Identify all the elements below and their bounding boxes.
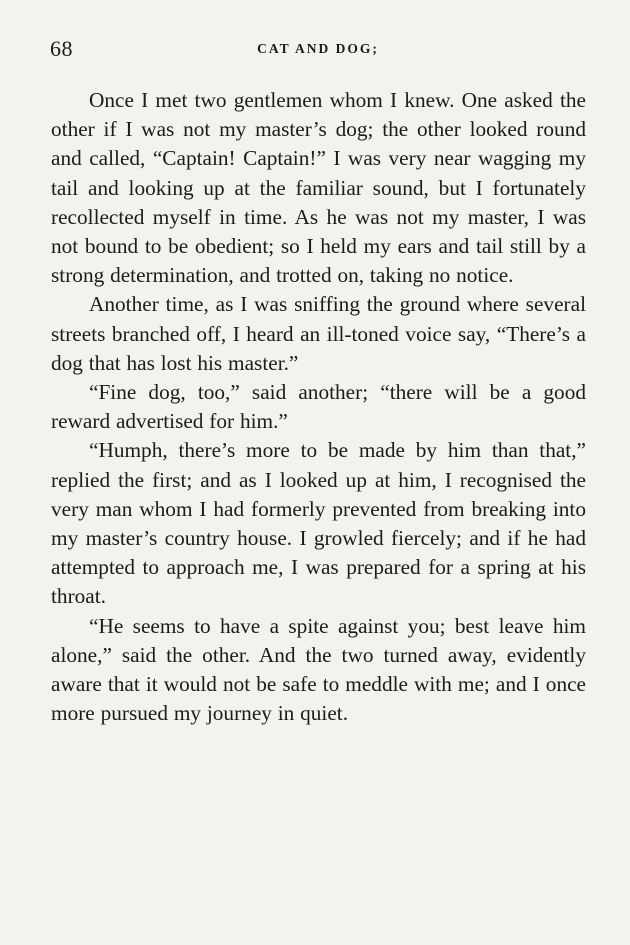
paragraph: “Fine dog, too,” said another; “there will be a good reward advertised for him.”	[51, 380, 586, 434]
paragraph: Once I met two gentlemen whom I knew. One asked the other if I was not my master’s dog; the other looked round and called, “Captain! Captain!” I was very near wagging my tail and looking up at the familiar sound, but I fortunately recollected myself in time. As he was not my master, I was not bound to be obedient; so I held my ears and tail still by a strong determination, and trotted on, taking no notice.	[51, 88, 586, 288]
body-text	[51, 86, 586, 728]
running-head: CAT AND DOG;	[257, 41, 379, 56]
paragraph: “He seems to have a spite against you; best leave him alone,” said the other. And the two turned away, evidently aware that it would not be safe to meddle with me; and I once more pursued my journey in quiet.	[51, 613, 586, 726]
page-header	[50, 36, 586, 66]
paragraph: Another time, as I was sniffing the ground where several streets branched off, I heard an ill-toned voice say, “There’s a dog that has lost his master.”	[51, 292, 586, 375]
page-number: 68	[50, 36, 73, 61]
paragraph: “Humph, there’s more to be made by him than that,” replied the first; and as I looked up at him, I recognised the very man whom I had formerly prevented from breaking into my master’s country house. I growled fiercely; and if he had attempted to approach me, I was prepared for a spring at his throat.	[51, 438, 586, 609]
